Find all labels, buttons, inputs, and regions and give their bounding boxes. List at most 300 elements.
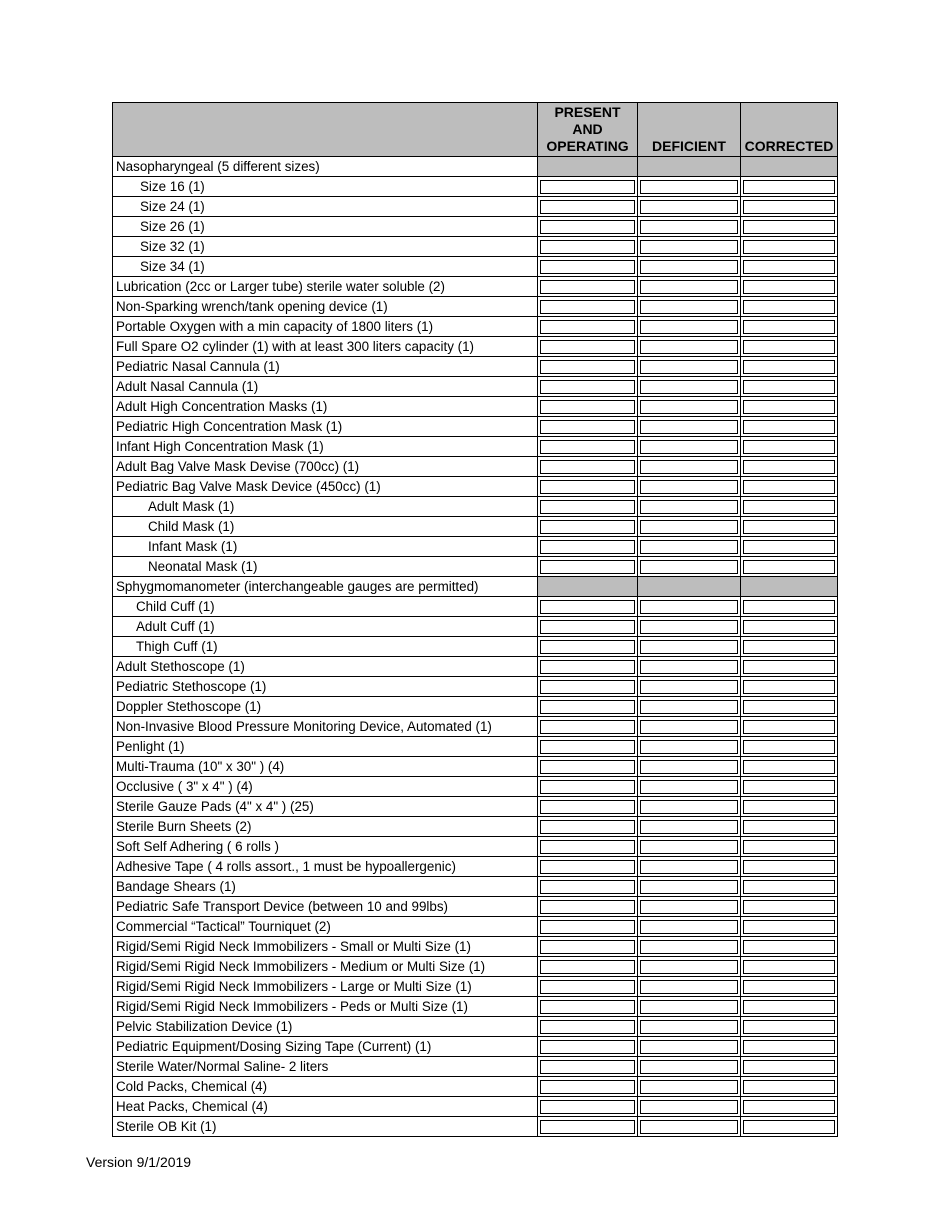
present-and-operating-cell bbox=[538, 237, 638, 257]
item-label: Adhesive Tape ( 4 rolls assort., 1 must be hypoallergenic) bbox=[113, 857, 538, 877]
present-and-operating-cell bbox=[538, 1117, 638, 1137]
deficient-checkbox[interactable] bbox=[640, 380, 738, 394]
item-label: Bandage Shears (1) bbox=[113, 877, 538, 897]
deficient-checkbox[interactable] bbox=[640, 1080, 738, 1094]
corrected-cell bbox=[741, 597, 838, 617]
deficient-checkbox[interactable] bbox=[640, 180, 738, 194]
deficient-checkbox[interactable] bbox=[640, 880, 738, 894]
present-and-operating-checkbox[interactable] bbox=[540, 1040, 635, 1054]
deficient-cell bbox=[638, 937, 741, 957]
corrected-cell bbox=[741, 897, 838, 917]
checklist-row bbox=[113, 717, 838, 737]
deficient-checkbox[interactable] bbox=[640, 760, 738, 774]
deficient-cell bbox=[638, 297, 741, 317]
present-and-operating-checkbox[interactable] bbox=[540, 480, 635, 494]
deficient-cell bbox=[638, 957, 741, 977]
deficient-checkbox[interactable] bbox=[640, 600, 738, 614]
shaded-cell bbox=[538, 577, 638, 597]
corrected-checkbox[interactable] bbox=[743, 600, 835, 614]
corrected-cell bbox=[741, 357, 838, 377]
present-and-operating-checkbox[interactable] bbox=[540, 800, 635, 814]
item-label: Sphygmomanometer (interchangeable gauges are permitted) bbox=[113, 577, 538, 597]
present-and-operating-checkbox[interactable] bbox=[540, 920, 635, 934]
present-and-operating-checkbox[interactable] bbox=[540, 240, 635, 254]
corrected-checkbox[interactable] bbox=[743, 480, 835, 494]
present-and-operating-checkbox[interactable] bbox=[540, 200, 635, 214]
corrected-checkbox[interactable] bbox=[743, 940, 835, 954]
deficient-checkbox[interactable] bbox=[640, 500, 738, 514]
item-label: Pediatric High Concentration Mask (1) bbox=[113, 417, 538, 437]
present-and-operating-checkbox[interactable] bbox=[540, 260, 635, 274]
present-and-operating-checkbox[interactable] bbox=[540, 660, 635, 674]
item-label: Commercial “Tactical” Tourniquet (2) bbox=[113, 917, 538, 937]
present-and-operating-cell bbox=[538, 377, 638, 397]
present-and-operating-cell bbox=[538, 697, 638, 717]
deficient-cell bbox=[638, 1057, 741, 1077]
corrected-checkbox[interactable] bbox=[743, 520, 835, 534]
deficient-cell bbox=[638, 837, 741, 857]
present-and-operating-checkbox[interactable] bbox=[540, 440, 635, 454]
checklist-row bbox=[113, 937, 838, 957]
present-and-operating-checkbox[interactable] bbox=[540, 400, 635, 414]
corrected-cell bbox=[741, 657, 838, 677]
corrected-checkbox[interactable] bbox=[743, 1080, 835, 1094]
deficient-checkbox[interactable] bbox=[640, 480, 738, 494]
present-and-operating-checkbox[interactable] bbox=[540, 640, 635, 654]
present-and-operating-checkbox[interactable] bbox=[540, 1060, 635, 1074]
item-label: Size 32 (1) bbox=[113, 237, 538, 257]
deficient-cell bbox=[638, 417, 741, 437]
corrected-checkbox[interactable] bbox=[743, 560, 835, 574]
checklist-row bbox=[113, 397, 838, 417]
present-and-operating-checkbox[interactable] bbox=[540, 820, 635, 834]
corrected-checkbox[interactable] bbox=[743, 660, 835, 674]
present-and-operating-checkbox[interactable] bbox=[540, 340, 635, 354]
deficient-checkbox[interactable] bbox=[640, 1020, 738, 1034]
checklist-row bbox=[113, 657, 838, 677]
corrected-cell bbox=[741, 377, 838, 397]
equipment-checklist-table bbox=[112, 102, 838, 1137]
checklist-row bbox=[113, 297, 838, 317]
deficient-cell bbox=[638, 717, 741, 737]
present-and-operating-cell bbox=[538, 177, 638, 197]
checklist-row bbox=[113, 1117, 838, 1137]
corrected-cell bbox=[741, 757, 838, 777]
corrected-checkbox[interactable] bbox=[743, 980, 835, 994]
deficient-checkbox[interactable] bbox=[640, 520, 738, 534]
deficient-cell bbox=[638, 217, 741, 237]
corrected-checkbox[interactable] bbox=[743, 1120, 835, 1134]
present-and-operating-checkbox[interactable] bbox=[540, 720, 635, 734]
present-and-operating-cell bbox=[538, 977, 638, 997]
deficient-checkbox[interactable] bbox=[640, 240, 738, 254]
corrected-checkbox[interactable] bbox=[743, 1020, 835, 1034]
present-and-operating-cell bbox=[538, 497, 638, 517]
checklist-row bbox=[113, 1077, 838, 1097]
corrected-cell bbox=[741, 557, 838, 577]
corrected-checkbox[interactable] bbox=[743, 1100, 835, 1114]
deficient-cell bbox=[638, 657, 741, 677]
corrected-cell bbox=[741, 317, 838, 337]
present-and-operating-cell bbox=[538, 997, 638, 1017]
present-and-operating-cell bbox=[538, 297, 638, 317]
present-and-operating-checkbox[interactable] bbox=[540, 520, 635, 534]
present-and-operating-checkbox[interactable] bbox=[540, 500, 635, 514]
checklist-row bbox=[113, 497, 838, 517]
item-label: Pediatric Bag Valve Mask Device (450cc) (1) bbox=[113, 477, 538, 497]
item-label: Pelvic Stabilization Device (1) bbox=[113, 1017, 538, 1037]
deficient-checkbox[interactable] bbox=[640, 700, 738, 714]
checklist-row bbox=[113, 797, 838, 817]
present-and-operating-cell bbox=[538, 857, 638, 877]
corrected-cell bbox=[741, 677, 838, 697]
deficient-checkbox[interactable] bbox=[640, 1060, 738, 1074]
corrected-cell bbox=[741, 1097, 838, 1117]
deficient-cell bbox=[638, 1097, 741, 1117]
corrected-checkbox[interactable] bbox=[743, 1040, 835, 1054]
corrected-cell bbox=[741, 917, 838, 937]
item-label: Nasopharyngeal (5 different sizes) bbox=[113, 157, 538, 177]
corrected-cell bbox=[741, 837, 838, 857]
present-and-operating-checkbox[interactable] bbox=[540, 980, 635, 994]
deficient-cell bbox=[638, 377, 741, 397]
deficient-checkbox[interactable] bbox=[640, 420, 738, 434]
corrected-cell bbox=[741, 177, 838, 197]
deficient-checkbox[interactable] bbox=[640, 940, 738, 954]
deficient-checkbox[interactable] bbox=[640, 1120, 738, 1134]
present-and-operating-checkbox[interactable] bbox=[540, 1020, 635, 1034]
present-and-operating-cell bbox=[538, 657, 638, 677]
deficient-checkbox[interactable] bbox=[640, 260, 738, 274]
corrected-checkbox[interactable] bbox=[743, 320, 835, 334]
item-label: Heat Packs, Chemical (4) bbox=[113, 1097, 538, 1117]
deficient-checkbox[interactable] bbox=[640, 800, 738, 814]
item-label: Adult Stethoscope (1) bbox=[113, 657, 538, 677]
deficient-checkbox[interactable] bbox=[640, 980, 738, 994]
present-and-operating-cell bbox=[538, 597, 638, 617]
present-and-operating-checkbox[interactable] bbox=[540, 360, 635, 374]
corrected-checkbox[interactable] bbox=[743, 400, 835, 414]
present-and-operating-checkbox[interactable] bbox=[540, 560, 635, 574]
present-and-operating-checkbox[interactable] bbox=[540, 1120, 635, 1134]
deficient-checkbox[interactable] bbox=[640, 720, 738, 734]
deficient-checkbox[interactable] bbox=[640, 860, 738, 874]
corrected-cell bbox=[741, 697, 838, 717]
present-and-operating-checkbox[interactable] bbox=[540, 880, 635, 894]
present-and-operating-cell bbox=[538, 737, 638, 757]
checklist-row bbox=[113, 177, 838, 197]
corrected-checkbox[interactable] bbox=[743, 220, 835, 234]
item-label: Multi-Trauma (10" x 30" ) (4) bbox=[113, 757, 538, 777]
corrected-cell bbox=[741, 857, 838, 877]
corrected-checkbox[interactable] bbox=[743, 360, 835, 374]
item-label: Rigid/Semi Rigid Neck Immobilizers - Medium or Multi Size (1) bbox=[113, 957, 538, 977]
present-and-operating-cell bbox=[538, 917, 638, 937]
item-label: Size 34 (1) bbox=[113, 257, 538, 277]
deficient-checkbox[interactable] bbox=[640, 360, 738, 374]
present-and-operating-checkbox[interactable] bbox=[540, 380, 635, 394]
present-and-operating-checkbox[interactable] bbox=[540, 540, 635, 554]
checklist-row bbox=[113, 737, 838, 757]
corrected-checkbox[interactable] bbox=[743, 440, 835, 454]
deficient-checkbox[interactable] bbox=[640, 200, 738, 214]
present-and-operating-checkbox[interactable] bbox=[540, 940, 635, 954]
checklist-row bbox=[113, 577, 838, 597]
corrected-checkbox[interactable] bbox=[743, 620, 835, 634]
shaded-cell bbox=[638, 577, 741, 597]
deficient-checkbox[interactable] bbox=[640, 440, 738, 454]
present-and-operating-checkbox[interactable] bbox=[540, 280, 635, 294]
present-and-operating-checkbox[interactable] bbox=[540, 900, 635, 914]
checklist-row bbox=[113, 277, 838, 297]
checklist-row bbox=[113, 877, 838, 897]
deficient-cell bbox=[638, 797, 741, 817]
corrected-checkbox[interactable] bbox=[743, 900, 835, 914]
corrected-cell bbox=[741, 737, 838, 757]
corrected-checkbox[interactable] bbox=[743, 720, 835, 734]
corrected-cell bbox=[741, 797, 838, 817]
corrected-cell bbox=[741, 817, 838, 837]
deficient-cell bbox=[638, 817, 741, 837]
checklist-row bbox=[113, 197, 838, 217]
present-and-operating-checkbox[interactable] bbox=[540, 780, 635, 794]
corrected-checkbox[interactable] bbox=[743, 860, 835, 874]
item-label: Cold Packs, Chemical (4) bbox=[113, 1077, 538, 1097]
deficient-checkbox[interactable] bbox=[640, 900, 738, 914]
checklist-row bbox=[113, 237, 838, 257]
corrected-checkbox[interactable] bbox=[743, 920, 835, 934]
corrected-checkbox[interactable] bbox=[743, 340, 835, 354]
item-label: Pediatric Equipment/Dosing Sizing Tape (Current) (1) bbox=[113, 1037, 538, 1057]
deficient-checkbox[interactable] bbox=[640, 540, 738, 554]
present-and-operating-cell bbox=[538, 517, 638, 537]
corrected-checkbox[interactable] bbox=[743, 380, 835, 394]
checklist-row bbox=[113, 477, 838, 497]
deficient-cell bbox=[638, 177, 741, 197]
corrected-checkbox[interactable] bbox=[743, 280, 835, 294]
checklist-row bbox=[113, 1057, 838, 1077]
deficient-checkbox[interactable] bbox=[640, 920, 738, 934]
corrected-checkbox[interactable] bbox=[743, 420, 835, 434]
present-and-operating-cell bbox=[538, 397, 638, 417]
present-and-operating-checkbox[interactable] bbox=[540, 620, 635, 634]
deficient-checkbox[interactable] bbox=[640, 400, 738, 414]
corrected-checkbox[interactable] bbox=[743, 740, 835, 754]
present-and-operating-cell bbox=[538, 417, 638, 437]
deficient-checkbox[interactable] bbox=[640, 340, 738, 354]
deficient-checkbox[interactable] bbox=[640, 1040, 738, 1054]
corrected-checkbox[interactable] bbox=[743, 880, 835, 894]
present-and-operating-cell bbox=[538, 937, 638, 957]
corrected-checkbox[interactable] bbox=[743, 640, 835, 654]
item-label: Pediatric Stethoscope (1) bbox=[113, 677, 538, 697]
present-and-operating-cell bbox=[538, 217, 638, 237]
deficient-checkbox[interactable] bbox=[640, 280, 738, 294]
item-label: Adult Cuff (1) bbox=[113, 617, 538, 637]
shaded-cell bbox=[538, 157, 638, 177]
corrected-checkbox[interactable] bbox=[743, 540, 835, 554]
present-and-operating-cell bbox=[538, 277, 638, 297]
deficient-checkbox[interactable] bbox=[640, 660, 738, 674]
corrected-checkbox[interactable] bbox=[743, 240, 835, 254]
present-and-operating-checkbox[interactable] bbox=[540, 860, 635, 874]
deficient-cell bbox=[638, 357, 741, 377]
deficient-checkbox[interactable] bbox=[640, 320, 738, 334]
corrected-cell bbox=[741, 957, 838, 977]
deficient-checkbox[interactable] bbox=[640, 740, 738, 754]
present-and-operating-cell bbox=[538, 197, 638, 217]
deficient-cell bbox=[638, 697, 741, 717]
item-label: Size 16 (1) bbox=[113, 177, 538, 197]
checklist-row bbox=[113, 917, 838, 937]
present-and-operating-cell bbox=[538, 617, 638, 637]
present-and-operating-cell bbox=[538, 357, 638, 377]
corrected-cell bbox=[741, 1037, 838, 1057]
present-and-operating-checkbox[interactable] bbox=[540, 460, 635, 474]
deficient-cell bbox=[638, 437, 741, 457]
deficient-cell bbox=[638, 197, 741, 217]
shaded-cell bbox=[741, 157, 838, 177]
present-and-operating-checkbox[interactable] bbox=[540, 180, 635, 194]
deficient-cell bbox=[638, 857, 741, 877]
deficient-checkbox[interactable] bbox=[640, 680, 738, 694]
item-label: Adult Bag Valve Mask Devise (700cc) (1) bbox=[113, 457, 538, 477]
corrected-cell bbox=[741, 977, 838, 997]
corrected-cell bbox=[741, 617, 838, 637]
deficient-checkbox[interactable] bbox=[640, 780, 738, 794]
deficient-checkbox[interactable] bbox=[640, 840, 738, 854]
present-and-operating-cell bbox=[538, 257, 638, 277]
deficient-checkbox[interactable] bbox=[640, 960, 738, 974]
corrected-checkbox[interactable] bbox=[743, 180, 835, 194]
present-and-operating-checkbox[interactable] bbox=[540, 320, 635, 334]
present-and-operating-checkbox[interactable] bbox=[540, 1100, 635, 1114]
present-and-operating-cell bbox=[538, 717, 638, 737]
deficient-cell bbox=[638, 237, 741, 257]
corrected-checkbox[interactable] bbox=[743, 200, 835, 214]
corrected-checkbox[interactable] bbox=[743, 1000, 835, 1014]
present-and-operating-checkbox[interactable] bbox=[540, 960, 635, 974]
present-and-operating-checkbox[interactable] bbox=[540, 600, 635, 614]
checklist-row bbox=[113, 437, 838, 457]
corrected-cell bbox=[741, 537, 838, 557]
deficient-checkbox[interactable] bbox=[640, 300, 738, 314]
corrected-checkbox[interactable] bbox=[743, 700, 835, 714]
present-and-operating-cell bbox=[538, 437, 638, 457]
deficient-cell bbox=[638, 277, 741, 297]
checklist-row bbox=[113, 1097, 838, 1117]
corrected-checkbox[interactable] bbox=[743, 680, 835, 694]
corrected-checkbox[interactable] bbox=[743, 1060, 835, 1074]
corrected-cell bbox=[741, 417, 838, 437]
deficient-checkbox[interactable] bbox=[640, 560, 738, 574]
header-deficient: DEFICIENT bbox=[638, 103, 741, 157]
deficient-checkbox[interactable] bbox=[640, 640, 738, 654]
corrected-cell bbox=[741, 397, 838, 417]
deficient-cell bbox=[638, 1117, 741, 1137]
deficient-cell bbox=[638, 257, 741, 277]
item-label: Adult Mask (1) bbox=[113, 497, 538, 517]
deficient-cell bbox=[638, 997, 741, 1017]
corrected-checkbox[interactable] bbox=[743, 840, 835, 854]
deficient-checkbox[interactable] bbox=[640, 620, 738, 634]
checklist-row bbox=[113, 357, 838, 377]
header-item bbox=[113, 103, 538, 157]
corrected-cell bbox=[741, 877, 838, 897]
present-and-operating-checkbox[interactable] bbox=[540, 760, 635, 774]
corrected-checkbox[interactable] bbox=[743, 460, 835, 474]
corrected-checkbox[interactable] bbox=[743, 300, 835, 314]
item-label: Portable Oxygen with a min capacity of 1800 liters (1) bbox=[113, 317, 538, 337]
present-and-operating-checkbox[interactable] bbox=[540, 220, 635, 234]
deficient-cell bbox=[638, 777, 741, 797]
deficient-cell bbox=[638, 1037, 741, 1057]
deficient-cell bbox=[638, 617, 741, 637]
item-label: Penlight (1) bbox=[113, 737, 538, 757]
corrected-checkbox[interactable] bbox=[743, 500, 835, 514]
corrected-checkbox[interactable] bbox=[743, 800, 835, 814]
deficient-checkbox[interactable] bbox=[640, 460, 738, 474]
deficient-cell bbox=[638, 737, 741, 757]
checklist-row bbox=[113, 377, 838, 397]
deficient-cell bbox=[638, 1017, 741, 1037]
item-label: Soft Self Adhering ( 6 rolls ) bbox=[113, 837, 538, 857]
item-label: Child Mask (1) bbox=[113, 517, 538, 537]
corrected-checkbox[interactable] bbox=[743, 260, 835, 274]
present-and-operating-checkbox[interactable] bbox=[540, 840, 635, 854]
deficient-cell bbox=[638, 477, 741, 497]
item-label: Adult High Concentration Masks (1) bbox=[113, 397, 538, 417]
checklist-row bbox=[113, 257, 838, 277]
item-label: Adult Nasal Cannula (1) bbox=[113, 377, 538, 397]
present-and-operating-checkbox[interactable] bbox=[540, 740, 635, 754]
item-label: Sterile Burn Sheets (2) bbox=[113, 817, 538, 837]
present-and-operating-cell bbox=[538, 1097, 638, 1117]
corrected-cell bbox=[741, 497, 838, 517]
header-present-and-operating: PRESENT AND OPERATING bbox=[538, 103, 638, 157]
deficient-cell bbox=[638, 757, 741, 777]
deficient-cell bbox=[638, 457, 741, 477]
deficient-checkbox[interactable] bbox=[640, 1000, 738, 1014]
present-and-operating-checkbox[interactable] bbox=[540, 700, 635, 714]
deficient-checkbox[interactable] bbox=[640, 220, 738, 234]
checklist-row bbox=[113, 857, 838, 877]
present-and-operating-checkbox[interactable] bbox=[540, 300, 635, 314]
present-and-operating-checkbox[interactable] bbox=[540, 1000, 635, 1014]
present-and-operating-cell bbox=[538, 877, 638, 897]
present-and-operating-checkbox[interactable] bbox=[540, 1080, 635, 1094]
checklist-row bbox=[113, 417, 838, 437]
present-and-operating-cell bbox=[538, 817, 638, 837]
corrected-checkbox[interactable] bbox=[743, 960, 835, 974]
present-and-operating-checkbox[interactable] bbox=[540, 680, 635, 694]
item-label: Sterile Water/Normal Saline- 2 liters bbox=[113, 1057, 538, 1077]
present-and-operating-cell bbox=[538, 797, 638, 817]
corrected-cell bbox=[741, 297, 838, 317]
checklist-row bbox=[113, 677, 838, 697]
corrected-checkbox[interactable] bbox=[743, 760, 835, 774]
item-label: Non-Invasive Blood Pressure Monitoring Device, Automated (1) bbox=[113, 717, 538, 737]
present-and-operating-checkbox[interactable] bbox=[540, 420, 635, 434]
deficient-checkbox[interactable] bbox=[640, 820, 738, 834]
item-label: Rigid/Semi Rigid Neck Immobilizers - Small or Multi Size (1) bbox=[113, 937, 538, 957]
checklist-row bbox=[113, 957, 838, 977]
corrected-checkbox[interactable] bbox=[743, 780, 835, 794]
corrected-cell bbox=[741, 277, 838, 297]
deficient-checkbox[interactable] bbox=[640, 1100, 738, 1114]
corrected-checkbox[interactable] bbox=[743, 820, 835, 834]
present-and-operating-cell bbox=[538, 337, 638, 357]
